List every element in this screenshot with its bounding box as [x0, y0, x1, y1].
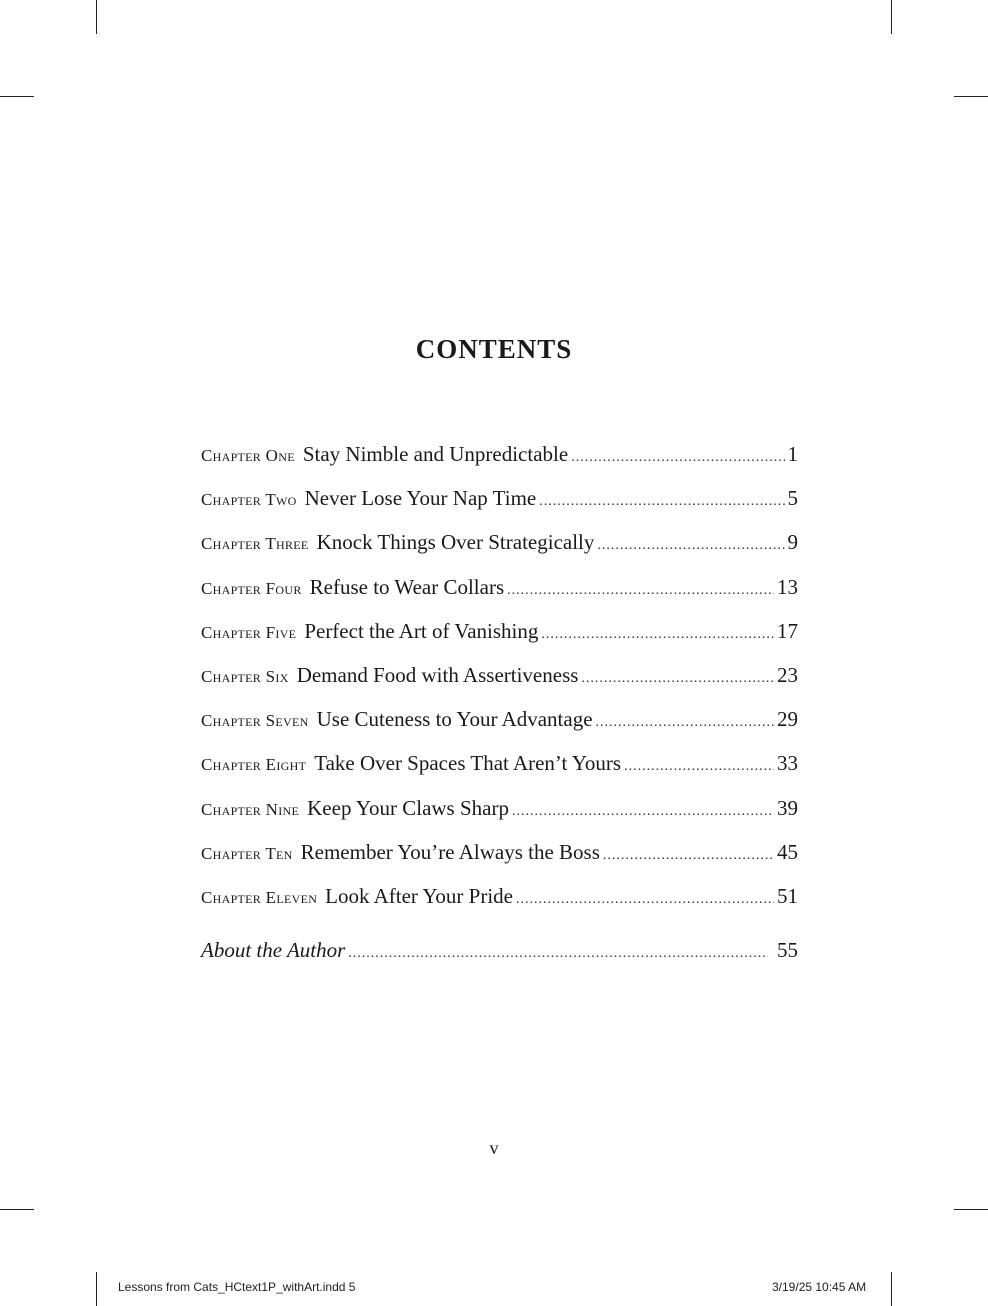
page-title: CONTENTS	[415, 334, 573, 365]
dot-leader	[597, 538, 784, 554]
toc-entry-page: 17	[777, 618, 798, 643]
toc-entry-title: Knock Things Over Strategically	[316, 530, 595, 555]
dot-leader	[596, 715, 774, 731]
toc-entry-page: 1	[787, 442, 798, 466]
crop-mark-bottom-left	[96, 1272, 97, 1306]
toc-entry-page: 51	[777, 883, 798, 908]
toc-entry-chapter-label: Chapter Ten	[201, 843, 293, 863]
toc-entry-chapter-label: Chapter Eleven	[201, 887, 318, 907]
crop-mark-right-upper	[954, 96, 988, 97]
toc-entry[interactable]	[201, 840, 798, 884]
crop-mark-bottom-right	[891, 1272, 892, 1306]
toc-entry-title: Remember You’re Always the Boss	[300, 839, 600, 864]
toc-entry-title: Never Lose Your Nap Time	[304, 486, 537, 511]
toc-entry-chapter-label: Chapter One	[201, 446, 295, 465]
toc-entry-chapter-label: Chapter Eight	[201, 755, 307, 775]
dot-leader	[507, 583, 774, 599]
toc-entry[interactable]	[201, 796, 798, 840]
dot-leader	[541, 627, 774, 643]
dot-leader	[512, 804, 774, 820]
toc-entry-chapter-label: Chapter Four	[201, 578, 302, 598]
toc-entry[interactable]	[201, 884, 798, 928]
toc-entry-page: 39	[777, 795, 798, 820]
toc-entry[interactable]	[201, 663, 798, 707]
crop-mark-top-right	[891, 0, 892, 34]
toc-entry[interactable]	[201, 707, 798, 751]
dot-leader	[603, 848, 774, 864]
toc-entry[interactable]	[201, 442, 798, 486]
crop-mark-top-left	[96, 0, 97, 34]
toc-entry-title: Demand Food with Assertiveness	[296, 662, 579, 687]
toc-entry-about-author[interactable]	[201, 938, 798, 982]
toc-entry[interactable]	[201, 530, 798, 574]
dot-leader	[571, 450, 784, 466]
toc-entry[interactable]	[201, 486, 798, 530]
toc-entry[interactable]	[201, 751, 798, 795]
dot-leader	[348, 946, 768, 962]
crop-mark-left-upper	[0, 96, 34, 97]
slug-filename: Lessons from Cats_HCtext1P_withArt.indd 5	[118, 1280, 356, 1294]
toc-entry-chapter-label: Chapter Two	[201, 490, 297, 510]
toc-entry-page: 33	[777, 751, 798, 776]
table-of-contents	[201, 442, 798, 982]
page-number: v	[489, 1138, 499, 1158]
dot-leader	[624, 759, 774, 775]
toc-entry-title: Take Over Spaces That Aren’t Yours	[314, 751, 622, 776]
toc-entry-page: 13	[777, 574, 798, 599]
toc-entry-title: Stay Nimble and Unpredictable	[302, 442, 569, 466]
toc-entry-chapter-label: Chapter Seven	[201, 711, 309, 731]
toc-entry-chapter-label: Chapter Three	[201, 534, 309, 554]
toc-entry[interactable]	[201, 619, 798, 663]
toc-entry-page: 45	[777, 839, 798, 864]
toc-entry-chapter-label: Chapter Five	[201, 622, 297, 642]
slug-datetime: 3/19/25 10:45 AM	[772, 1280, 867, 1294]
dot-leader	[581, 671, 774, 687]
toc-entry-page: 5	[787, 486, 798, 511]
toc-entry-title: About the Author	[201, 938, 346, 963]
dot-leader	[516, 892, 774, 908]
crop-mark-left-lower	[0, 1209, 34, 1210]
dot-leader	[539, 494, 784, 510]
crop-mark-right-lower	[954, 1209, 988, 1210]
toc-entry-title: Perfect the Art of Vanishing	[304, 618, 539, 643]
toc-entry-page: 9	[787, 530, 798, 555]
toc-entry-page: 29	[777, 707, 798, 732]
toc-entry-chapter-label: Chapter Nine	[201, 799, 300, 819]
toc-entry[interactable]	[201, 575, 798, 619]
toc-entry-page: 23	[777, 662, 798, 687]
toc-entry-chapter-label: Chapter Six	[201, 666, 289, 686]
toc-entry-title: Keep Your Claws Sharp	[307, 795, 509, 820]
toc-entry-title: Refuse to Wear Collars	[309, 574, 505, 599]
toc-entry-page: 55	[777, 938, 798, 963]
toc-entry-title: Look After Your Pride	[325, 883, 514, 908]
toc-entry-title: Use Cuteness to Your Advantage	[316, 707, 593, 732]
